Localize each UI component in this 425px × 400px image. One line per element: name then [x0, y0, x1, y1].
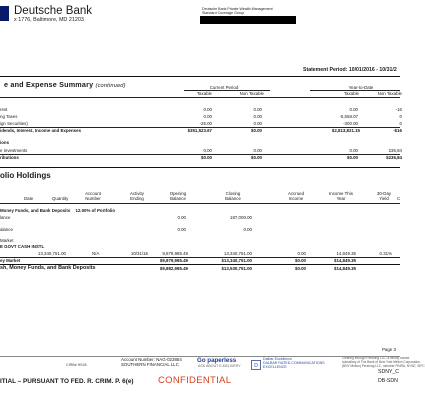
cell: 14,849.35 — [336, 251, 356, 256]
cell: $0.00 — [347, 155, 358, 160]
balance-label: lance — [0, 215, 11, 220]
money-funds-title: Money Funds, and Bank Deposits — [0, 208, 71, 213]
footer-cirb: CIRB# HS45 — [66, 363, 87, 367]
col-accrued-income: Accrued Income — [287, 191, 305, 201]
bank-name: Deutsche Bank — [14, 5, 92, 17]
cell: $0.00 — [295, 266, 306, 271]
statement-period: Statement Period: 10/01/2016 - 10/31/2 — [303, 67, 397, 73]
cell: $13,340,751.00 — [221, 258, 252, 263]
balance-close: 187,000.00 — [230, 215, 252, 220]
balance2-label: alance — [0, 227, 13, 232]
current-period-header: Current Period — [209, 85, 239, 90]
cell: 0 — [399, 121, 402, 126]
dalbar-line-1: Dalbar Excellence — [263, 357, 292, 361]
cell: 0.00 — [203, 107, 212, 112]
dalbar-line-3: EXCELLENCE — [263, 365, 287, 369]
col-taxable-ytd: Taxable — [343, 91, 359, 96]
bates-number-2: DB-SDN — [378, 378, 398, 384]
balance-open: 0.00 — [177, 215, 186, 220]
bank-address: x 1776, Baltimore, MD 21203 — [14, 17, 84, 23]
ytd-header: Year-to-Date — [348, 85, 374, 90]
cell: $0.00 — [251, 155, 262, 160]
row-label: ign Securities) — [0, 121, 28, 126]
confidential-notice: ITIAL – PURSUANT TO FED. R. CRIM. P. 6(e) — [0, 378, 134, 385]
cell: 13,340,751.00 — [223, 251, 252, 256]
dalbar-seal-icon — [251, 357, 261, 367]
footer-account-number: Account Number: NAG-023854 — [121, 357, 182, 362]
go-paperless-text: Go paperless — [197, 357, 237, 364]
deutsche-bank-logo-icon — [0, 6, 9, 21]
row-label: ng Taxes — [0, 114, 18, 119]
cell: 0.00 — [253, 148, 262, 153]
division-line-2: Standard Coverage Group — [202, 11, 245, 15]
cell: -5,558.07 — [339, 114, 358, 119]
col-quantity: Quantity — [52, 196, 69, 201]
footer-account-name: SOUTHERN FINANCIAL LLC — [121, 362, 179, 367]
row-label: sh, Money Funds, and Bank Deposits — [0, 265, 96, 271]
cell: -$16 — [393, 128, 402, 133]
cell: -300.00 — [343, 121, 358, 126]
clearing-line-3: (BNY Mellon) Pershing LLC, member FINRA, NYSE, SIPC — [342, 364, 425, 368]
cell: $0.00 — [201, 155, 212, 160]
header-rule — [0, 97, 400, 98]
cell: $236,84 — [386, 155, 402, 160]
cell: $0.00 — [251, 128, 262, 133]
bates-number-1: SDNY_C — [378, 369, 400, 375]
balance2-close: 0.00 — [243, 227, 252, 232]
income-section-heading — [4, 80, 126, 89]
cell: $2,813,821.15 — [331, 128, 360, 133]
cell: $9,882,985.49 — [159, 266, 188, 271]
holdings-header-rule — [0, 203, 400, 204]
income-section-title: e and Expense Summary — [4, 80, 94, 89]
cell: 0.00 — [349, 148, 358, 153]
col-extra: C — [397, 196, 401, 201]
cell: 0 — [399, 114, 402, 119]
col-activity-ending: Activity Ending — [130, 191, 144, 201]
cell: 10/31/16 — [130, 251, 148, 256]
col-non-taxable: Non Taxable — [239, 91, 264, 96]
go-paperless-logo — [197, 357, 236, 364]
holdings-title: olio Holdings — [0, 171, 51, 180]
col-30day-yield: 30-Day Yield — [376, 191, 392, 201]
redaction-bar — [200, 16, 296, 24]
cell: 13,340,751.00 — [37, 251, 66, 256]
confidential-stamp: CONFIDENTIAL — [158, 375, 232, 386]
col-closing-balance: Closing Balance — [225, 191, 241, 201]
cell: 9,879,985.49 — [162, 251, 188, 256]
cell: $351,523.67 — [187, 128, 212, 133]
row-label: idends, Interest, Income and Expenses — [0, 128, 82, 133]
income-section-note: (continued) — [95, 83, 126, 89]
cell: 0.31% — [379, 251, 392, 256]
distributions-subheading: ions — [0, 140, 10, 145]
cell: -16 — [395, 107, 402, 112]
col-income-this-year: Income This Year — [329, 191, 353, 201]
cell: 0.00 — [253, 114, 262, 119]
cell: 0.00 — [297, 251, 306, 256]
holdings-rule — [0, 167, 400, 168]
go-paperless-sub: ASK ABOUT E-DELIVERY — [198, 364, 241, 368]
money-funds-pct: 12.00% of Portfolio — [75, 208, 116, 213]
cell: $9,879,985.49 — [159, 258, 188, 263]
balance2-open: 0.00 — [177, 227, 186, 232]
market-label: Market — [0, 238, 14, 243]
money-funds-section — [0, 208, 115, 213]
fund-name: E GOVT CASH INSTL — [0, 244, 45, 249]
cell: 0.00 — [253, 107, 262, 112]
page-number: Page 3 — [382, 347, 396, 352]
col-non-taxable-ytd: Non Taxable — [377, 91, 402, 96]
cell: $13,530,751.00 — [221, 266, 252, 271]
cell: -25.00 — [199, 121, 212, 126]
clearing-line-2: subsidiary of The Bank of New York Mellon Corporation — [342, 360, 421, 364]
cell: 0.00 — [203, 114, 212, 119]
row-label: e Investments — [0, 148, 28, 153]
section-rule — [0, 76, 400, 77]
svg-text:D: D — [254, 363, 258, 369]
cell: $14,849.35 — [334, 266, 356, 271]
division-line-1: Deutsche Bank Private Wealth Management — [202, 7, 273, 11]
cell: $14,849.35 — [334, 258, 356, 263]
row-label: ributions — [0, 155, 19, 160]
row-label: ey Market — [0, 258, 21, 263]
row-label: rest — [0, 107, 8, 112]
col-account-number: Account Number — [85, 191, 101, 201]
cell: $0.00 — [295, 258, 306, 263]
col-date: Date — [24, 196, 34, 201]
col-opening-balance: Opening Balance — [169, 191, 187, 201]
clearing-line-1: Clearing through Pershing LLC, a wholly owned — [342, 356, 410, 360]
dalbar-line-2: DALBAR RATED COMMUNICATIONS — [263, 361, 325, 365]
cell: 0.00 — [349, 107, 358, 112]
cell: 0.00 — [203, 148, 212, 153]
cell: 0.00 — [253, 121, 262, 126]
cell: N/A — [92, 251, 100, 256]
col-taxable: Taxable — [196, 91, 212, 96]
cell: 236,84 — [388, 148, 402, 153]
